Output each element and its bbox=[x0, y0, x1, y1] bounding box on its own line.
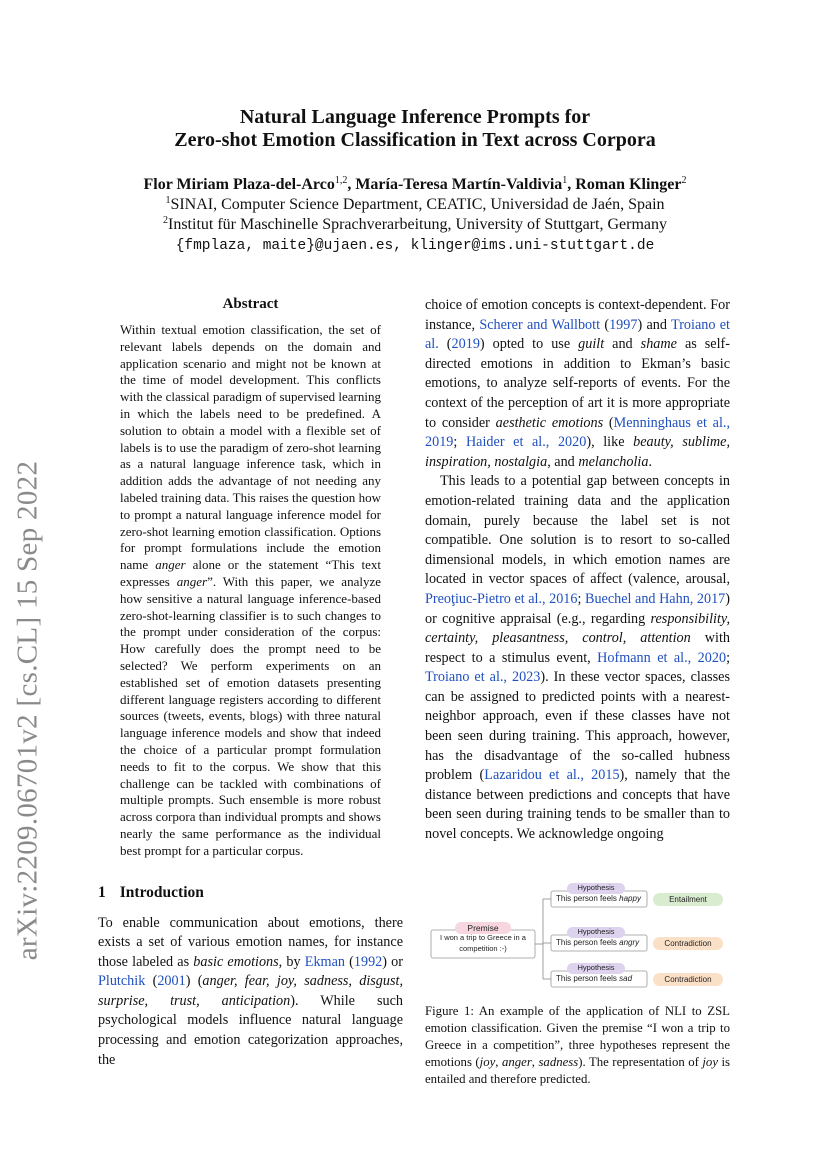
premise-label: Premise bbox=[467, 922, 499, 933]
author-name: Roman Klinger bbox=[575, 176, 682, 193]
citation-link[interactable]: Ekman bbox=[304, 953, 345, 970]
affiliation-sup: 2 bbox=[163, 215, 168, 226]
author-sup: 2 bbox=[681, 175, 687, 186]
body-paragraph: choice of emotion concepts is context-dependent. For instance, Scherer and Wallbott (1997) and Troiano et al. (2019) opted to use guilt and shame as self-directed emotions in addition to Ekman’s basic emotions, to analyze self-reports of events. For the context of the perception of art it is more appropriate to consider aesthetic emotions (Menninghaus et al., 2019; Haider et al., 2020), like beauty, sublime, inspiration, nostalgia, and melancholia. bbox=[425, 297, 731, 470]
premise-text-line: I won a trip to Greece in a bbox=[440, 932, 526, 942]
citation-link[interactable]: Scherer and Wallbott bbox=[479, 316, 601, 333]
citation-link[interactable]: 1992 bbox=[353, 953, 383, 970]
author-list: Flor Miriam Plaza-del-Arco$^{1,2}$, María-Teresa Martín-Valdivia$^1$, Roman Klinger$^2$ bbox=[143, 175, 687, 193]
affiliation-sup: 1 bbox=[165, 195, 171, 206]
hypothesis-text: This person feels sad bbox=[556, 973, 633, 983]
citation-link[interactable]: Hofmann et al., 2020 bbox=[597, 649, 727, 666]
premise-text-line: competition :-) bbox=[459, 943, 507, 953]
hypothesis-label: Hypothesis bbox=[577, 882, 615, 892]
intro-paragraph: To enable communication about emotions, there exists a set of various emotion names, for instance those labeled as basic emotions, by Ekman (1992) or Plutchik (2001) (anger, fear, joy, sadness, disgust, surprise, trust, anticipation). While such psychological models influence natural language processing and emotion categorization approaches, the bbox=[98, 914, 403, 1068]
citation-link[interactable]: Lazaridou et al., 2015 bbox=[484, 767, 620, 784]
citation-link[interactable]: Plutchik bbox=[98, 973, 146, 990]
arxiv-stamp bbox=[8, 360, 48, 1060]
result-label: Contradiction bbox=[664, 938, 712, 948]
left-column bbox=[98, 296, 403, 1070]
author-sup: 1,2 bbox=[334, 175, 348, 186]
author-name: María-Teresa Martín-Valdivia bbox=[355, 176, 563, 193]
affiliation-text: Institut für Maschinelle Sprachverarbeitung, University of Stuttgart, Germany bbox=[168, 216, 667, 233]
nli-figure bbox=[425, 881, 730, 991]
citation-link[interactable]: Troiano et al. bbox=[425, 316, 730, 353]
hypothesis-text: This person feels angry bbox=[556, 937, 640, 947]
paper-title-line-1: Natural Language Inference Prompts for bbox=[239, 106, 591, 128]
citation-link[interactable]: Preoţiuc-Pietro et al., 2016 bbox=[425, 590, 578, 607]
citation-link[interactable]: Menninghaus et al., 2019 bbox=[425, 414, 730, 451]
result-label: Entailment bbox=[669, 894, 707, 904]
abstract-heading: Abstract bbox=[222, 296, 279, 312]
citation-link[interactable]: 2019 bbox=[451, 336, 480, 353]
author-emails: {fmplaza, maite}@ujaen.es, klinger@ims.uni-stuttgart.de bbox=[175, 238, 655, 254]
title-block bbox=[60, 106, 770, 257]
arxiv-id: arXiv:2209.06701v2 [cs.CL] 15 Sep 2022 bbox=[11, 460, 44, 960]
abstract-text: Within textual emotion classification, the set of relevant labels depends on the domain and application scenario and might not be known at the time of model development. This conflicts with the classical paradigm of supervised learning in which the labels need to be predefined. A solution to obtain a model with a flexible set of labels is to use the paradigm of zero-shot learning as a natural language inference task, which in addition adds the advantage of not needing any labeled training data. This raises the question how to prompt a natural language inference model for zero-shot learning emotion classification. Options for prompt formulations include the emotion name anger alone or the statement “This text expresses anger”. With this paper, we analyze how sensitive a natural language inference-based zero-shot-learning classifier is to such changes to the prompt under consideration of the corpus: How carefully does the prompt need to be selected? We perform experiments on an established set of emotion datasets presenting different language registers according to different sources (tweets, events, blogs) with three natural language inference models and show that indeed the choice of a particular prompt formulation needs to fit to the corpus. We show that this challenge can be tackled with combinations of multiple prompts. Such ensemble is more robust across corpora than individual prompts and shows nearly the same performance as the individual best prompt for a particular corpus. bbox=[120, 322, 381, 858]
body-paragraph: This leads to a potential gap between concepts in emotion-related training data and the application domain, purely because the label set is not compatible. One solution is to resort to so-called dimensional models, in which emotion names are located in vector spaces of affect (valence, arousal, Preoţiuc-Pietro et al., 2016; Buechel and Hahn, 2017) or cognitive appraisal (e.g., regarding responsibility, certainty, pleasantness, control, attention with respect to a stimulus event, Hofmann et al., 2020; Troiano et al., 2023). In these vector spaces, classes can be assigned to predicted points with a nearest-neighbor approach, even if these classes have not been seen during training. This approach, however, has the disadvantage of the so-called hubness problem (Lazaridou et al., 2015), namely that the distance between predictions and concepts that have been seen during training tends to be smaller than to novel concepts. We acknowledge ongoing bbox=[425, 473, 731, 843]
section-heading-introduction: 1 Introduction bbox=[98, 883, 204, 901]
affiliation-text: SINAI, Computer Science Department, CEATIC, Universidad de Jaén, Spain bbox=[170, 196, 665, 213]
hypothesis-label: Hypothesis bbox=[577, 926, 615, 936]
hypothesis-text: This person feels happy bbox=[556, 893, 641, 903]
citation-link[interactable]: Haider et al., 2020 bbox=[465, 434, 587, 451]
affiliation bbox=[60, 215, 770, 235]
citation-link[interactable]: Buechel and Hahn, 2017 bbox=[585, 590, 726, 607]
citation-link[interactable]: 1997 bbox=[609, 316, 638, 333]
figure-caption: Figure 1: An example of the application of NLI to ZSL emotion classification. Given the premise “I won a trip to Greece in a competition”, three hypotheses represent the emotions (joy, anger, sadness). The representation of joy is entailed and therefore predicted. bbox=[425, 1003, 730, 1086]
author-sup: 1 bbox=[562, 175, 568, 186]
affiliation bbox=[60, 195, 770, 215]
paper-title-line-2: Zero-shot Emotion Classification in Text across Corpora bbox=[174, 129, 656, 151]
right-column bbox=[425, 296, 730, 1100]
citation-link[interactable]: Troiano et al., 2023 bbox=[425, 669, 541, 686]
citation-link[interactable]: 2001 bbox=[157, 973, 186, 990]
author-name: Flor Miriam Plaza-del-Arco bbox=[143, 176, 335, 193]
hypothesis-label: Hypothesis bbox=[577, 962, 615, 972]
result-label: Contradiction bbox=[664, 974, 712, 984]
